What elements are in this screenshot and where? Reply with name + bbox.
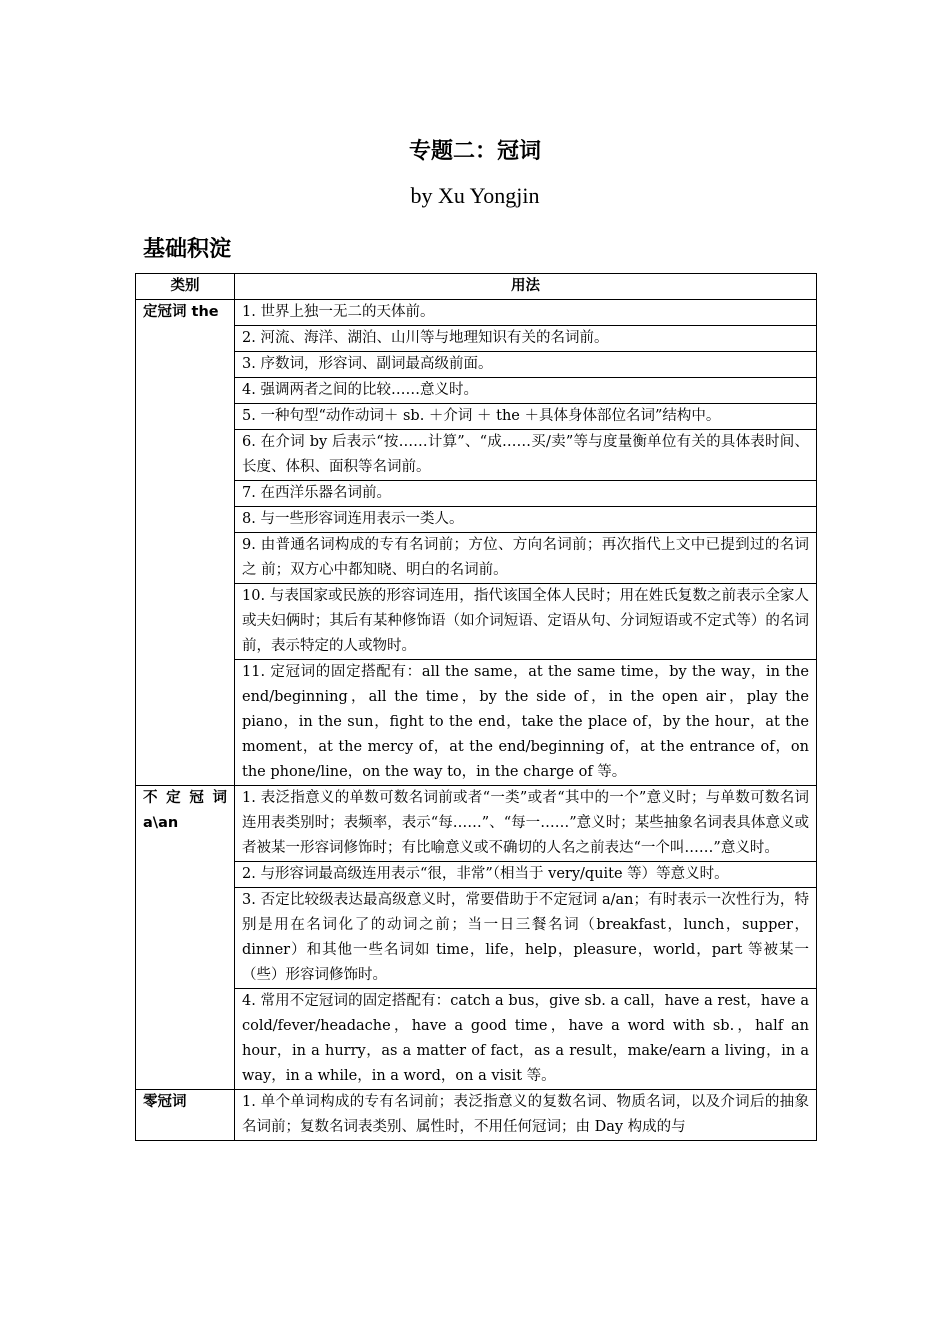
usage-cell: 5. 一种句型“动作动词＋ sb. ＋介词 ＋ the ＋具体身体部位名词”结构中。 (235, 404, 817, 430)
table-row (136, 660, 817, 786)
usage-cell: 7. 在西洋乐器名词前。 (235, 481, 817, 507)
usage-cell: 4. 常用不定冠词的固定搭配有：catch a bus，give sb. a call，have a rest，have a cold/fever/headache，have a good time，have a word with sb.，half an hour，in a hurry，as a matter of fact，as a result，make/earn a living，in a way，in a while，in a word，on a visit 等。 (235, 989, 817, 1090)
usage-cell: 1. 单个单词构成的专有名词前；表泛指意义的复数名词、物质名词，以及介词后的抽象名词前；复数名词表类别、属性时，不用任何冠词；由 Day 构成的与 (235, 1090, 817, 1141)
section-heading: 基础积淀 (143, 237, 232, 262)
table-row (136, 481, 817, 507)
usage-cell: 4. 强调两者之间的比较……意义时。 (235, 378, 817, 404)
header-category: 类别 (136, 274, 235, 300)
header-usage: 用法 (235, 274, 817, 300)
table-row (136, 300, 817, 326)
usage-cell: 8. 与一些形容词连用表示一类人。 (235, 507, 817, 533)
category-line: a\an (143, 815, 179, 831)
author-line: by Xu Yongjin (410, 183, 540, 208)
category-zero-article: 零冠词 (136, 1090, 235, 1141)
table-row (136, 862, 817, 888)
table-row (136, 1090, 817, 1141)
usage-cell: 3. 否定比较级表达最高级意义时，常要借助于不定冠词 a/an；有时表示一次性行为，特别是用在名词化了的动词之前；当一日三餐名词（breakfast，lunch，supper，dinner）和其他一些名词如 time，life，help，pleasure，world，part 等被某一（些）形容词修饰时。 (235, 888, 817, 989)
usage-cell: 2. 与形容词最高级连用表示“很，非常”（相当于 very/quite 等）等意义时。 (235, 862, 817, 888)
table-row (136, 378, 817, 404)
usage-cell: 9. 由普通名词构成的专有名词前；方位、方向名词前；再次指代上文中已提到过的名词之 前；双方心中都知晓、明白的名词前。 (235, 533, 817, 584)
usage-cell: 6. 在介词 by 后表示“按……计算”、“成……买/卖”等与度量衡单位有关的具体表时间、长度、体积、面积等名词前。 (235, 430, 817, 481)
table-header-row (136, 274, 817, 300)
usage-cell: 10. 与表国家或民族的形容词连用，指代该国全体人民时；用在姓氏复数之前表示全家人或夫妇俩时；其后有某种修饰语（如介词短语、定语从句、分词短语或不定式等）的名词前，表示特定的人或物时。 (235, 584, 817, 660)
usage-cell: 11. 定冠词的固定搭配有：all the same，at the same time，by the way，in the end/beginning，all the time，by the side of，in the open air，play the piano，in the sun，fight to the end，take the place of，by the hour，at the moment，at the mercy of，at the end/beginning of，at the entrance of，on the phone/line，on the way to，in the charge of 等。 (235, 660, 817, 786)
category-indefinite-article (136, 786, 235, 1090)
table-row (136, 989, 817, 1090)
table-row (136, 326, 817, 352)
table-row (136, 507, 817, 533)
category-line: 不定冠词 (143, 790, 227, 806)
page-title: 专题二：冠词 (408, 139, 541, 164)
articles-table (135, 273, 817, 1141)
usage-cell: 2. 河流、海洋、湖泊、山川等与地理知识有关的名词前。 (235, 326, 817, 352)
usage-cell: 3. 序数词，形容词、副词最高级前面。 (235, 352, 817, 378)
table-row (136, 533, 817, 584)
usage-cell: 1. 世界上独一无二的天体前。 (235, 300, 817, 326)
table-row (136, 888, 817, 989)
table-row (136, 404, 817, 430)
table-row (136, 430, 817, 481)
category-definite-article: 定冠词 the (136, 300, 235, 786)
usage-cell: 1. 表泛指意义的单数可数名词前或者“一类”或者“其中的一个”意义时；与单数可数名词连用表类别时；表频率，表示“每……”、“每一……”意义时；某些抽象名词表具体意义或者被某一形容词修饰时；有比喻意义或不确切的人名之前表达“一个叫……”意义时。 (235, 786, 817, 862)
table-row (136, 584, 817, 660)
table-row (136, 786, 817, 862)
table-row (136, 352, 817, 378)
